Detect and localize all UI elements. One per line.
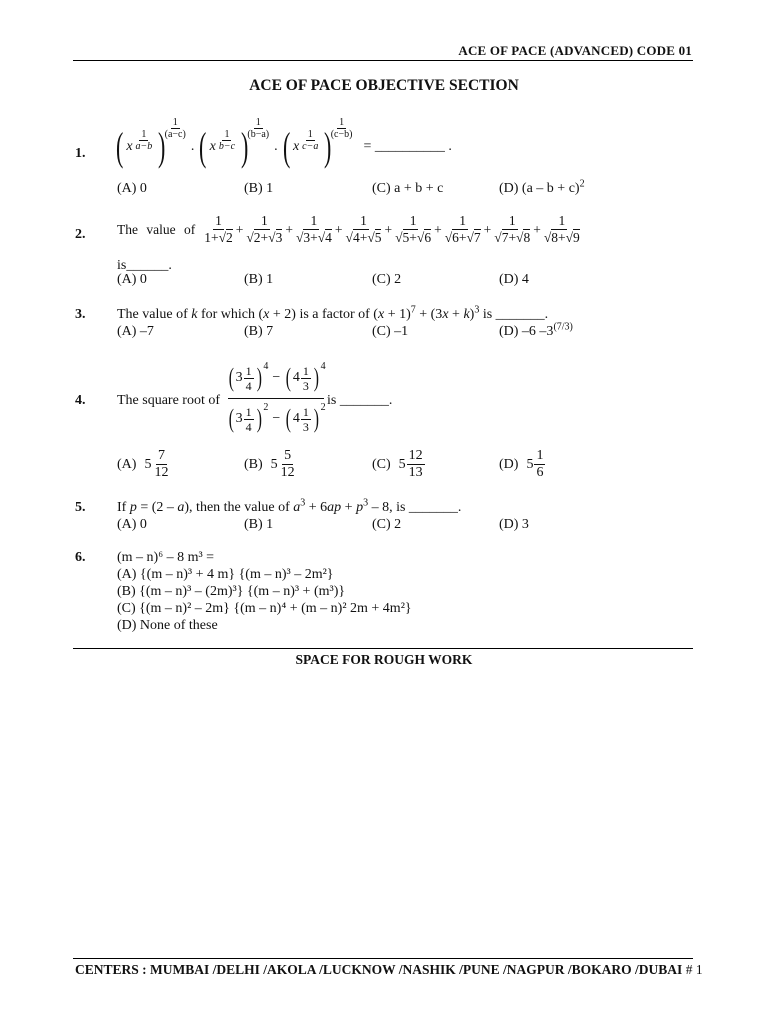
question-3-stem: The value of k for which (x + 2) is a factor of $(x + 1)^7 + (3x + k)^3$ is _______. <box>117 304 549 322</box>
question-4-stem: The square root of <box>117 393 221 408</box>
question-1-option-a[interactable]: (A) 0 <box>117 181 147 196</box>
question-4-option-a[interactable]: (A) 5 $\frac{7}{12}$ <box>117 448 169 480</box>
question-4-tail: is _______. <box>327 393 393 408</box>
footer-page: # 1 <box>685 962 703 977</box>
question-2-option-d[interactable]: (D) 4 <box>499 272 529 287</box>
question-2-number: 2. <box>75 227 86 242</box>
header-code: ACE OF PACE (ADVANCED) CODE 01 <box>458 43 692 58</box>
question-6-stem: (m – n)⁶ – 8 m³ = <box>117 550 215 565</box>
question-1-option-b[interactable]: (B) 1 <box>244 181 274 196</box>
page-title: ACE OF PACE OBJECTIVE SECTION <box>249 77 519 94</box>
question-5-option-d[interactable]: (D) 3 <box>499 517 529 532</box>
question-1-option-d[interactable]: (D) $(a - b + c)^2$ <box>499 178 585 196</box>
question-5-stem: If p = (2 – a), then the value of $a^3 + 6ap + p^3 - 8$, is _______. <box>117 497 462 515</box>
question-2-option-c[interactable]: (C) 2 <box>372 272 402 287</box>
question-4-expression: ( 3 $\frac{1}{4}$ ) 4 − ( 4 $\frac{1}{3}$ ) 4 ( 3 $\frac{1}{4}$ ) 2 − ( 4 $\frac{1}{3}$ ) 2 <box>228 361 326 434</box>
question-1-tail: = __________ . <box>363 139 452 154</box>
question-5-option-a[interactable]: (A) 0 <box>117 517 147 532</box>
footer-centers: CENTERS : MUMBAI /DELHI /AKOLA /LUCKNOW /NASHIK /PUNE /NAGPUR /BOKARO /DUBAI <box>75 962 683 977</box>
question-5-option-b[interactable]: (B) 1 <box>244 517 274 532</box>
question-4-number: 4. <box>75 393 86 408</box>
question-6-option-b[interactable]: (B) {(m – n)³ – (2m)³} {(m – n)³ + (m³)} <box>117 584 346 599</box>
question-4-option-b[interactable]: (B) 5 $\frac{5}{12}$ <box>244 448 295 480</box>
question-2-expression: The value of $\frac{1}{1+√2}$ + $\frac{1}{√2+√3}$ + $\frac{1}{√3+√4}$ + $\frac{1}{√4+√5}$ + $\frac{1}{√5+√6}$ + $\frac{1}{√6+√7}$ + $\frac{1}{√7+√8}$ + $\frac{1}{√8+√9}$ <box>117 213 580 245</box>
footer-rule <box>73 958 693 959</box>
question-3-number: 3. <box>75 307 86 322</box>
question-2-option-a[interactable]: (A) 0 <box>117 272 147 287</box>
question-3-option-d[interactable]: (D) –6 $-3^{(7/3)}$ <box>499 321 573 339</box>
header-rule <box>73 60 693 61</box>
question-6-option-c[interactable]: (C) {(m – n)² – 2m} {(m – n)⁴ + (m – n)² 2m + 4m²} <box>117 601 412 616</box>
footer <box>75 962 703 978</box>
question-2-stem: The value of <box>117 221 196 237</box>
rough-work-label: SPACE FOR ROUGH WORK <box>295 652 473 667</box>
question-4-option-d[interactable]: (D) 5 $\frac{1}{6}$ <box>499 448 544 480</box>
question-3-option-c[interactable]: (C) –1 <box>372 324 409 339</box>
question-6-number: 6. <box>75 550 86 565</box>
question-1-number: 1. <box>75 146 86 161</box>
rough-work-rule <box>73 648 693 649</box>
question-1-expression: ( x $\frac{1}{a-b}$ ) $\frac{1}{(a-c)}$ . ( x $\frac{1}{b-c}$ ) $\frac{1}{(b-a)}$ . ( x $\frac{1}{c-a}$ ) $\frac{1}{(c-b)}$ = __________ . <box>115 116 452 169</box>
question-2-option-b[interactable]: (B) 1 <box>244 272 274 287</box>
question-4-option-c[interactable]: (C) 5 $\frac{12}{13}$ <box>372 448 423 480</box>
question-5-option-c[interactable]: (C) 2 <box>372 517 402 532</box>
question-5-number: 5. <box>75 500 86 515</box>
question-6-option-d[interactable]: (D) None of these <box>117 618 218 633</box>
question-3-option-a[interactable]: (A) –7 <box>117 324 154 339</box>
question-3-option-b[interactable]: (B) 7 <box>244 324 274 339</box>
question-1-option-c[interactable]: (C) a + b + c <box>372 181 444 196</box>
question-6-option-a[interactable]: (A) {(m – n)³ + 4 m} {(m – n)³ – 2m²} <box>117 567 334 582</box>
question-2-tail: is______. <box>117 258 172 273</box>
